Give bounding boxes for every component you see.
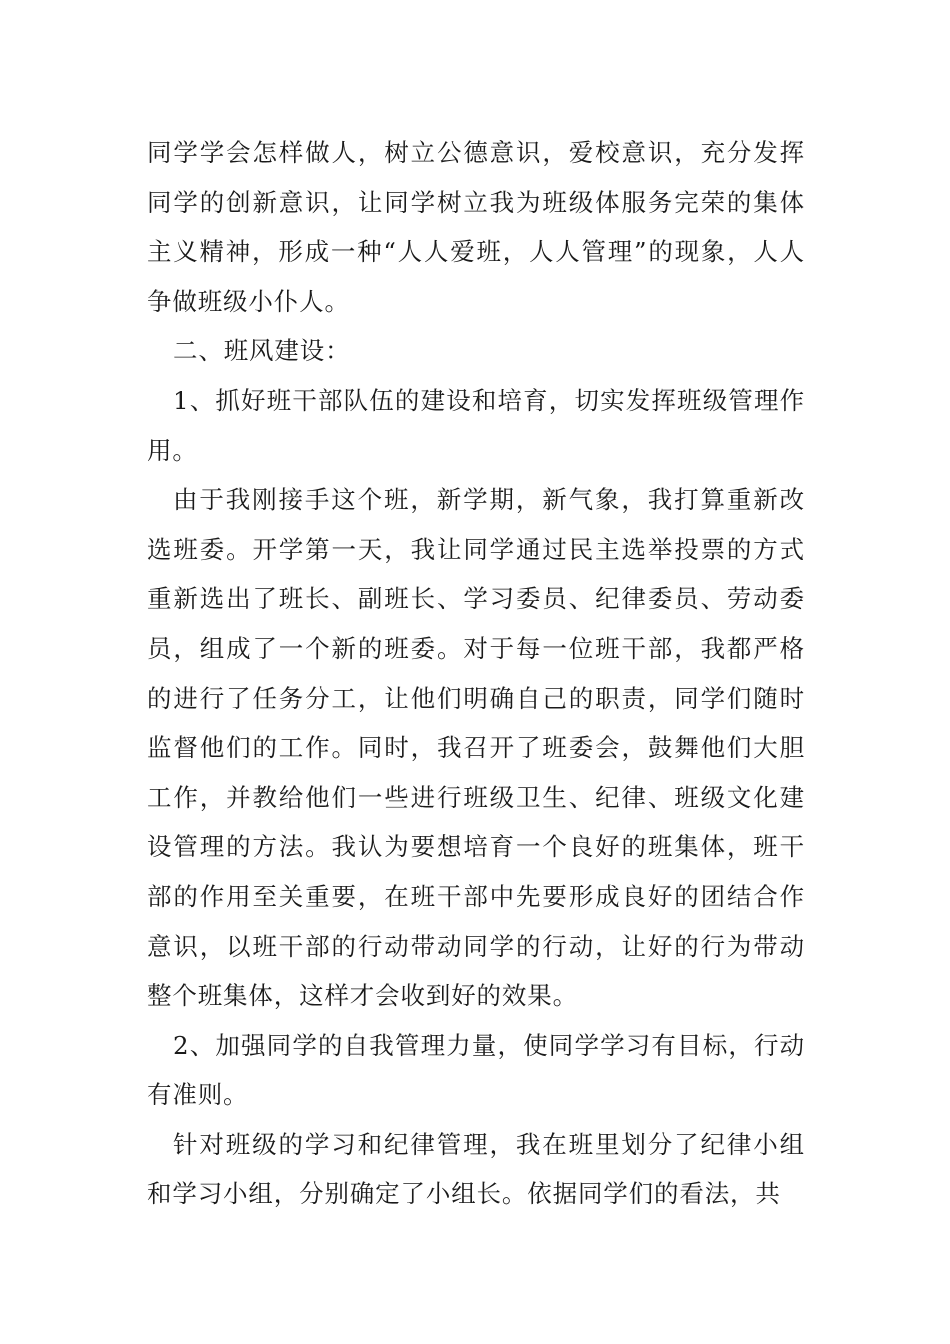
subheading-self-management: 2、加强同学的自我管理力量，使同学学习有目标，行动有准则。: [147, 1030, 805, 1110]
subheading-class-cadre: 1、抓好班干部队伍的建设和培育，切实发挥班级管理作用。: [147, 385, 805, 465]
document-body: [147, 128, 805, 1219]
paragraph-class-committee: 由于我刚接手这个班，新学期，新气象，我打算重新改选班委。开学第一天，我让同学通过民主选举投票的方式重新选出了班长、副班长、学习委员、纪律委员、劳动委员，组成了一个新的班委。对于每一位班干部，我都严格的进行了任务分工，让他们明确自己的职责，同学们随时监督他们的工作。同时，我召开了班委会，鼓舞他们大胆工作，并教给他们一些进行班级卫生、纪律、班级文化建设管理的方法。我认为要想培育一个良好的班集体，班干部的作用至关重要，在班干部中先要形成良好的团结合作意识，以班干部的行动带动同学的行动，让好的行为带动整个班集体，这样才会收到好的效果。: [147, 485, 805, 1011]
paragraph-group-management: 针对班级的学习和纪律管理，我在班里划分了纪律小组和学习小组，分别确定了小组长。依据同学们的看法，共: [147, 1129, 805, 1209]
paragraph-continuation: 同学学会怎样做人，树立公德意识，爱校意识，充分发挥同学的创新意识，让同学树立我为班级体服务完荣的集体主义精神，形成一种“人人爱班，人人管理”的现象，人人争做班级小仆人。: [147, 138, 805, 316]
section-heading-class-style: 二、班风建设：: [173, 336, 351, 366]
